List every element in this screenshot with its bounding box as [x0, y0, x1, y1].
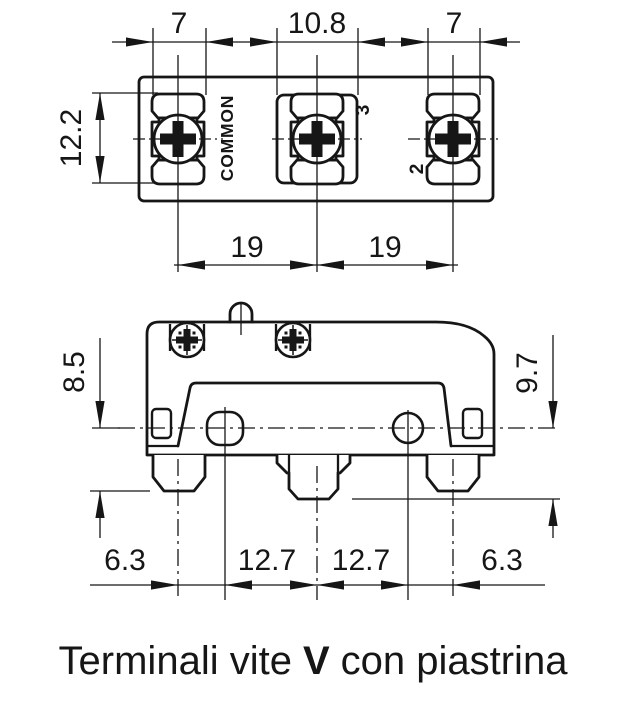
label-terminal-2: 2	[407, 163, 428, 175]
dimension-arrow	[317, 580, 344, 589]
dimension-arrow	[151, 580, 178, 589]
caption-variant: V	[302, 639, 330, 683]
dim-height-left: 8.5	[58, 351, 91, 393]
caption-suffix: con piastrina	[340, 639, 568, 683]
terminal-foot-left	[153, 455, 205, 491]
dim-height-right: 9.7	[511, 352, 544, 394]
dimension-arrow	[290, 260, 317, 269]
cover-screw-right	[276, 323, 310, 357]
dimension-arrow	[480, 37, 507, 46]
dimension-arrow	[290, 580, 317, 589]
label-common-terminal: COMMON	[217, 94, 237, 182]
caption-prefix: Terminali vite	[58, 639, 292, 683]
dim-width-right: 7	[445, 7, 463, 40]
dim-pitch-left: 19	[230, 231, 264, 264]
dimension-arrow	[95, 93, 104, 120]
side-view	[58, 303, 560, 600]
dimension-arrow	[126, 37, 153, 46]
top-view	[55, 7, 520, 272]
dimension-arrow	[548, 401, 557, 428]
dimension-arrow	[401, 37, 428, 46]
dim-width-left: 7	[170, 7, 188, 40]
side-slot-left	[152, 409, 171, 438]
side-slot-right	[463, 409, 482, 438]
dimension-arrow	[381, 580, 408, 589]
dim-foot-pitch-right: 12.7	[331, 544, 391, 577]
dim-offset-left: 6.3	[104, 544, 146, 577]
dimension-arrow	[95, 401, 104, 428]
caption	[59, 639, 569, 683]
dimension-arrow	[206, 37, 233, 46]
label-terminal-3: 3	[353, 104, 374, 116]
cover-screw-left	[170, 323, 204, 357]
dim-width-middle: 10.8	[287, 7, 347, 40]
dimension-arrow	[250, 37, 277, 46]
dimension-arrow	[317, 260, 344, 269]
dimension-arrow	[453, 580, 480, 589]
dim-foot-pitch-left: 12.7	[237, 544, 297, 577]
dimension-arrow	[95, 156, 104, 183]
dimension-arrow	[178, 260, 205, 269]
dimension-arrow	[225, 580, 252, 589]
dim-pitch-right: 19	[368, 231, 402, 264]
dimension-arrow	[358, 37, 385, 46]
dim-offset-right: 6.3	[481, 544, 523, 577]
dimension-arrow	[95, 491, 104, 518]
dimension-arrow	[548, 499, 557, 526]
dim-terminal-height: 12.2	[55, 108, 88, 168]
dimension-arrow	[426, 260, 453, 269]
